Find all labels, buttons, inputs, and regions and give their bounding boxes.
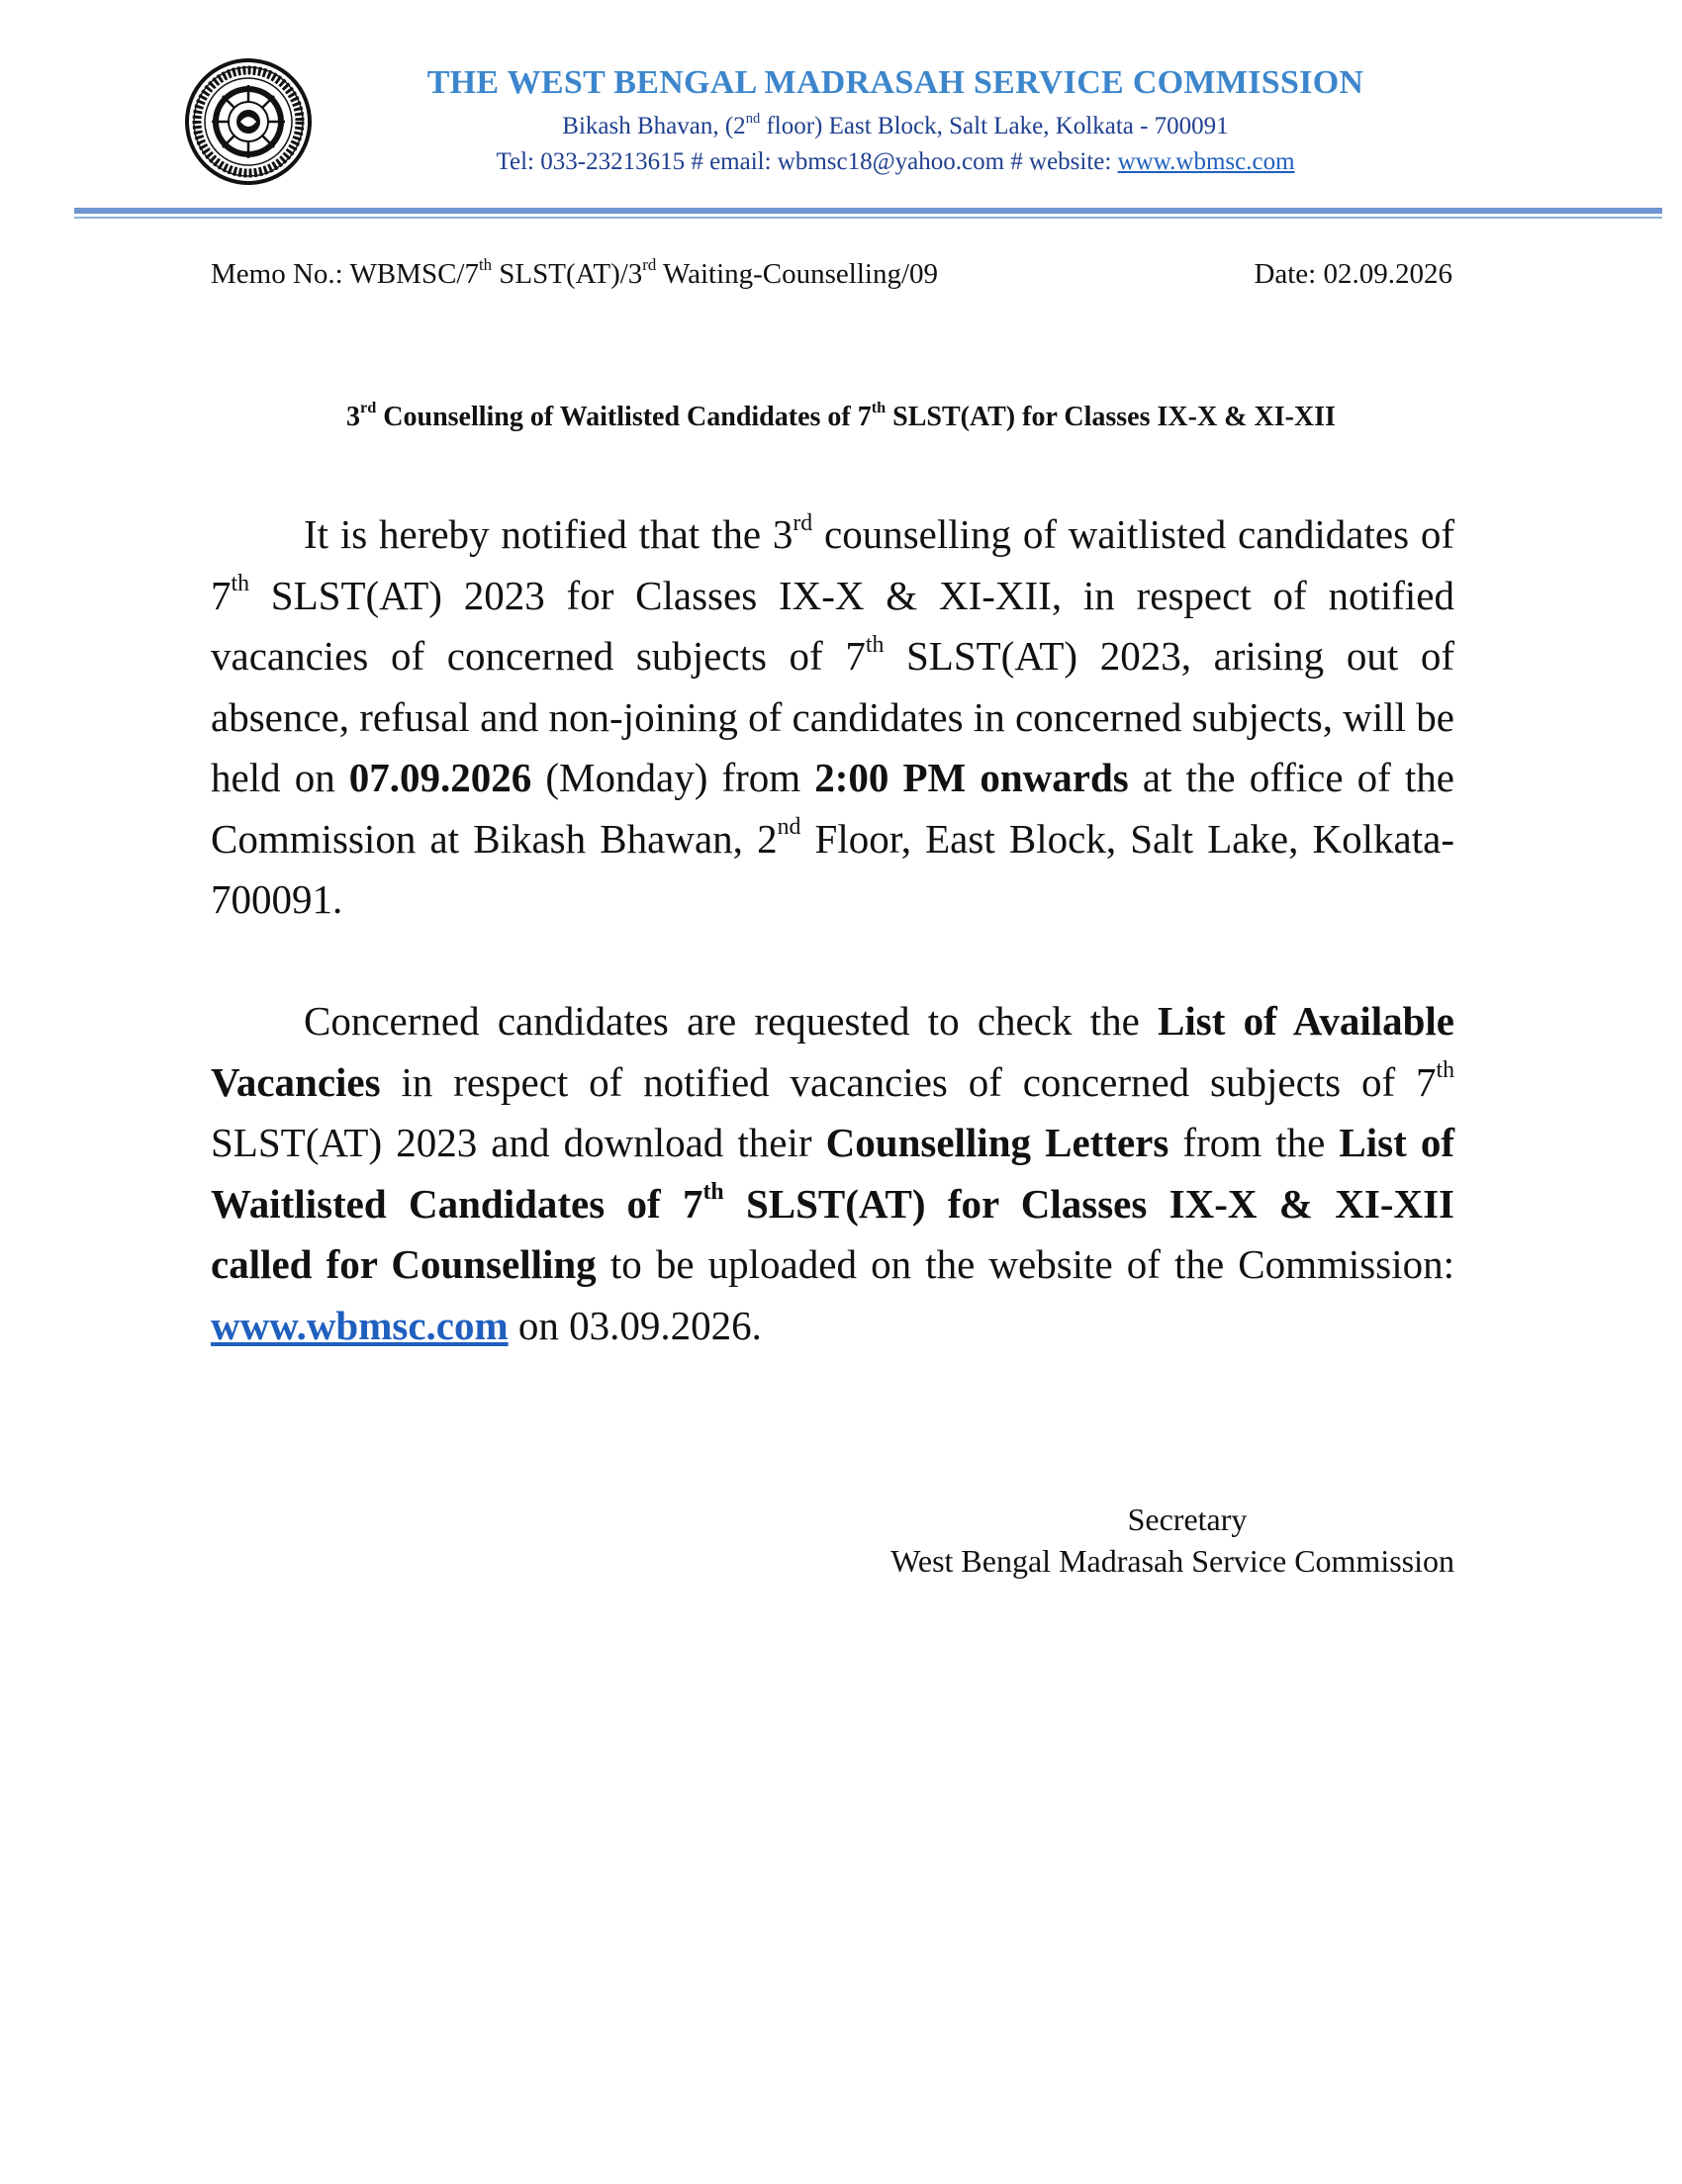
organization-address: Bikash Bhavan, (2nd floor) East Block, Salt Lake, Kolkata - 700091 [562,110,1229,139]
organization-contact: Tel: 033-23213615 # email: wbmsc18@yahoo.com # website: www.wbmsc.com [496,148,1295,175]
counselling-time: 2:00 PM onwards [814,755,1129,800]
organization-name: THE WEST BENGAL MADRASAH SERVICE COMMISSION [426,64,1364,101]
signatory-organization: West Bengal Madrasah Service Commission [890,1543,1454,1579]
notice-paragraph-1: It is hereby notified that the 3rd counselling of waitlisted candidates of 7th SLST(AT) 2023 for Classes IX-X & XI-XII, in respect of notified vacancies of concerned subjects of 7th SLST(AT) 2023, arising out of absence, refusal and non-joining of candidates in concerned subjects, will be held on 07.09.2026 (Monday) from 2:00 PM onwards at the office of the Commission at Bikash Bhawan, 2nd Floor, East Block, Salt Lake, Kolkata-700091. [211,509,1455,922]
body-website-link[interactable]: www.wbmsc.com [211,1302,509,1348]
signatory-title: Secretary [1127,1502,1248,1537]
memo-number: Memo No.: WBMSC/7th SLST(AT)/3rd Waiting-Counselling/09 [211,254,939,290]
header-website-link[interactable]: www.wbmsc.com [1117,148,1295,175]
notice-subject: 3rd Counselling of Waitlisted Candidates of 7th SLST(AT) for Classes IX-X & XI-XII [346,399,1336,432]
commission-seal-icon [184,57,313,186]
counselling-date: 07.09.2026 [348,755,532,800]
header-divider-thin [74,217,1662,219]
notice-paragraph-2: Concerned candidates are requested to check the List of Available Vacancies in respect of notified vacancies of concerned subjects of 7th SLST(AT) 2023 and download their Counselling Letters from the List of Waitlisted Candidates of 7th SLST(AT) for Classes IX-X & XI-XII called for Counselling to be uploaded on the website of the Commission: www.wbmsc.com on 03.09.2026. [211,998,1455,1348]
header-divider [74,208,1662,214]
letterhead [327,59,1464,180]
signature-block [772,1499,1454,1582]
memo-date: Date: 02.09.2026 [1254,258,1452,290]
